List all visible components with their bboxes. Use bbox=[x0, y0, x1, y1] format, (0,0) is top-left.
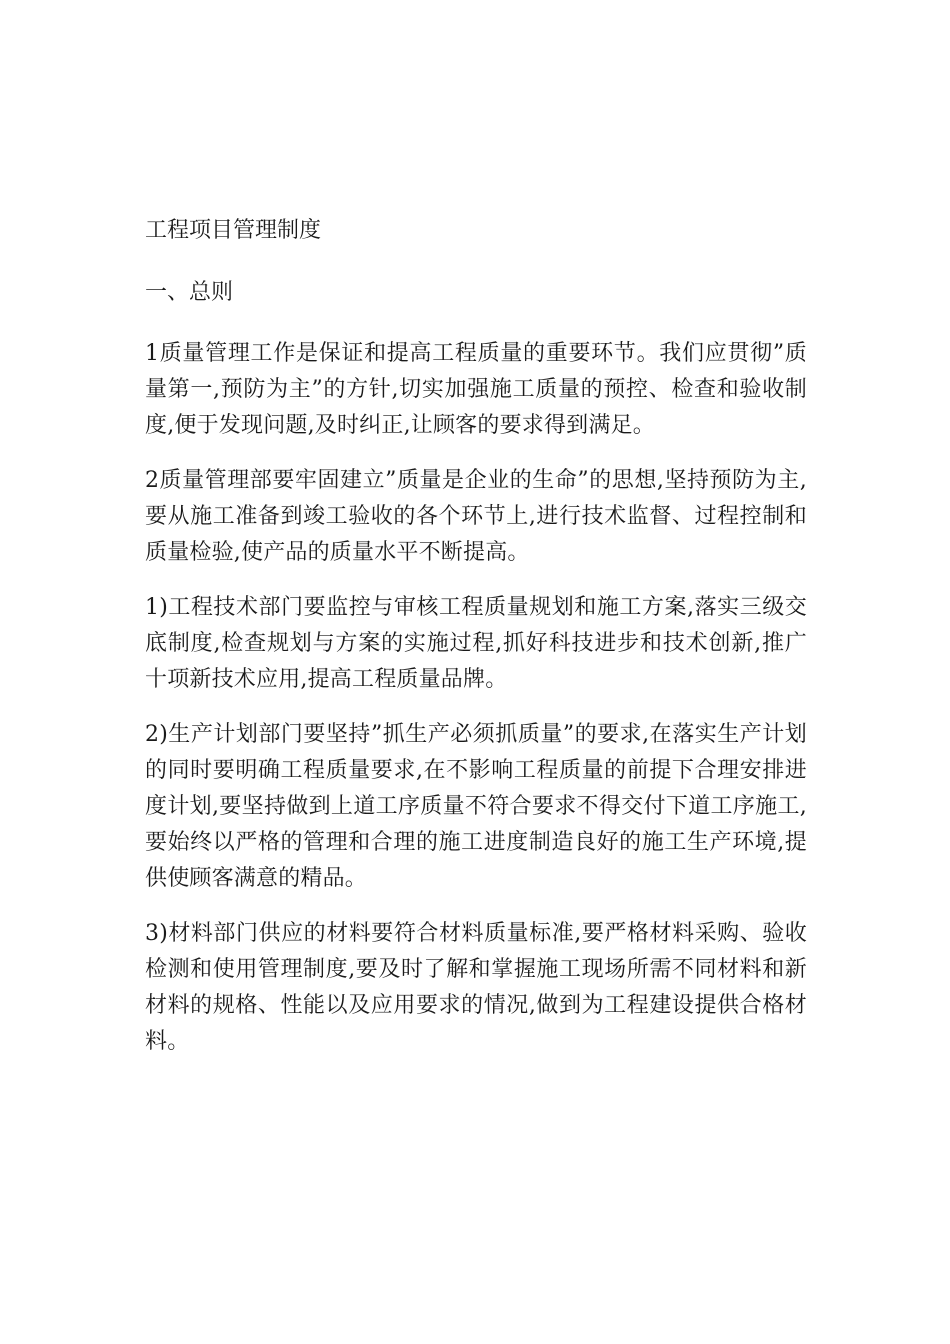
paragraph-3: 1)工程技术部门要监控与审核工程质量规划和施工方案,落实三级交底制度,检查规划与方案的实施过程,抓好科技进步和技术创新,推广十项新技术应用,提高工程质量品牌。 bbox=[145, 595, 807, 692]
section-heading: 一、总则 bbox=[145, 280, 234, 305]
paragraph-4: 2)生产计划部门要坚持”抓生产必须抓质量”的要求,在落实生产计划的同时要明确工程质量要求,在不影响工程质量的前提下合理安排进度计划,要坚持做到上道工序质量不符合要求不得交付下道工序施工,要始终以严格的管理和合理的施工进度制造良好的施工生产环境,提供使顾客满意的精品。 bbox=[145, 722, 807, 891]
paragraph-1: 1质量管理工作是保证和提高工程质量的重要环节。我们应贯彻”质量第一,预防为主”的方针,切实加强施工质量的预控、检查和验收制度,便于发现问题,及时纠正,让顾客的要求得到满足。 bbox=[145, 341, 807, 438]
document-body bbox=[145, 212, 807, 1079]
document-title: 工程项目管理制度 bbox=[145, 218, 322, 243]
paragraph-2: 2质量管理部要牢固建立”质量是企业的生命”的思想,坚持预防为主,要从施工准备到竣工验收的各个环节上,进行技术监督、过程控制和质量检验,使产品的质量水平不断提高。 bbox=[145, 468, 807, 565]
paragraph-5: 3)材料部门供应的材料要符合材料质量标准,要严格材料采购、验收检测和使用管理制度,要及时了解和掌握施工现场所需不同材料和新材料的规格、性能以及应用要求的情况,做到为工程建设提供合格材料。 bbox=[145, 921, 807, 1054]
